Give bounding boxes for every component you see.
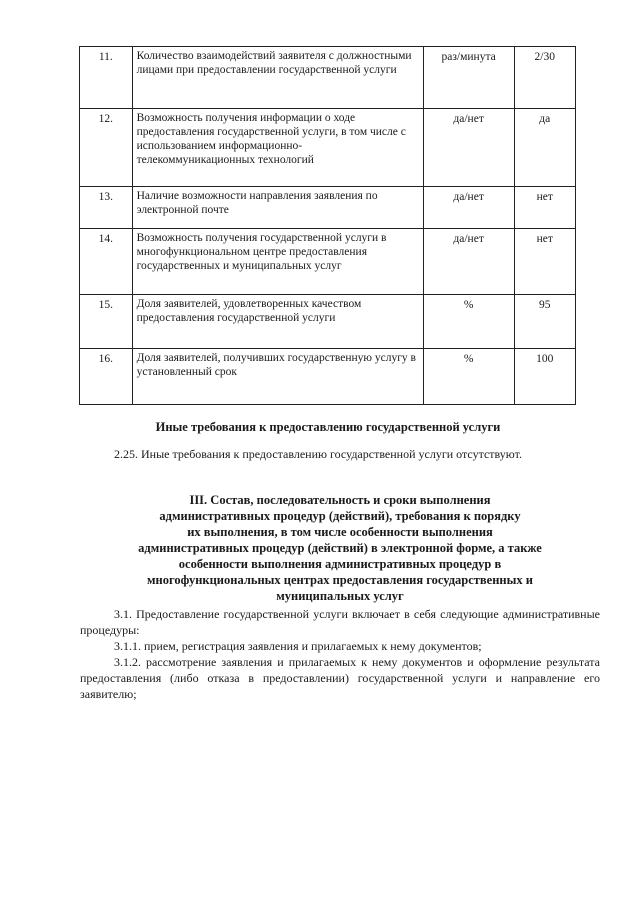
row-number: 13. — [80, 187, 133, 229]
indicator-name: Количество взаимодействий заявителя с должностными лицами при предоставлении государственной услуги — [132, 47, 423, 109]
row-number: 12. — [80, 109, 133, 187]
paragraph-2-25: 2.25. Иные требования к предоставлению государственной услуги отсутствуют. — [114, 447, 522, 461]
paragraph-3-1-2: 3.1.2. рассмотрение заявления и прилагаемых к нему документов и оформление результата предоставления (либо отказа в предоставлении) государственной услуги и направление его заявителю; — [80, 655, 600, 701]
indicator-name: Возможность получения информации о ходе предоставления государственной услуги, в том числе с использованием информационно-телекоммуникационных технологий — [132, 109, 423, 187]
table-row — [80, 229, 576, 295]
indicator-name: Доля заявителей, получивших государственную услугу в установленный срок — [132, 349, 423, 405]
section-3-heading-line: многофункциональных центрах предоставления государственных и — [147, 573, 533, 587]
row-number: 16. — [80, 349, 133, 405]
paragraph-3-1-1: 3.1.1. прием, регистрация заявления и прилагаемых к нему документов; — [114, 639, 482, 653]
paragraph-3-1: 3.1. Предоставление государственной услуги включает в себя следующие административные процедуры: — [80, 607, 600, 637]
section-3-heading-line: особенности выполнения административных процедур в — [178, 557, 502, 571]
unit-of-measure: да/нет — [423, 187, 514, 229]
section-3-body — [80, 606, 600, 702]
unit-of-measure: % — [423, 295, 514, 349]
normative-value: 2/30 — [514, 47, 575, 109]
section-3-heading — [80, 492, 600, 604]
unit-of-measure: да/нет — [423, 229, 514, 295]
unit-of-measure: % — [423, 349, 514, 405]
table-row — [80, 295, 576, 349]
row-number: 14. — [80, 229, 133, 295]
normative-value: 95 — [514, 295, 575, 349]
table-row — [80, 187, 576, 229]
normative-value: да — [514, 109, 575, 187]
section-3-heading-line: III. Состав, последовательность и сроки выполнения — [189, 493, 491, 507]
section-3-heading-line: административных процедур (действий) в электронной форме, а также — [138, 541, 542, 555]
unit-of-measure: да/нет — [423, 109, 514, 187]
table-row — [80, 349, 576, 405]
normative-value: 100 — [514, 349, 575, 405]
indicators-table — [79, 46, 576, 405]
section-3-heading-line: их выполнения, в том числе особенности выполнения — [187, 525, 493, 539]
normative-value: нет — [514, 229, 575, 295]
section-3-heading-line: муниципальных услуг — [276, 589, 404, 603]
indicator-name: Доля заявителей, удовлетворенных качеством предоставления государственной услуги — [132, 295, 423, 349]
table-row — [80, 47, 576, 109]
row-number: 11. — [80, 47, 133, 109]
indicator-name: Наличие возможности направления заявления по электронной почте — [132, 187, 423, 229]
row-number: 15. — [80, 295, 133, 349]
normative-value: нет — [514, 187, 575, 229]
indicator-name: Возможность получения государственной услуги в многофункциональном центре предоставления государственных и муниципальных услуг — [132, 229, 423, 295]
unit-of-measure: раз/минута — [423, 47, 514, 109]
other-requirements-title: Иные требования к предоставлению государственной услуги — [155, 420, 501, 434]
table-row — [80, 109, 576, 187]
section-3-heading-line: административных процедур (действий), требования к порядку — [159, 509, 521, 523]
